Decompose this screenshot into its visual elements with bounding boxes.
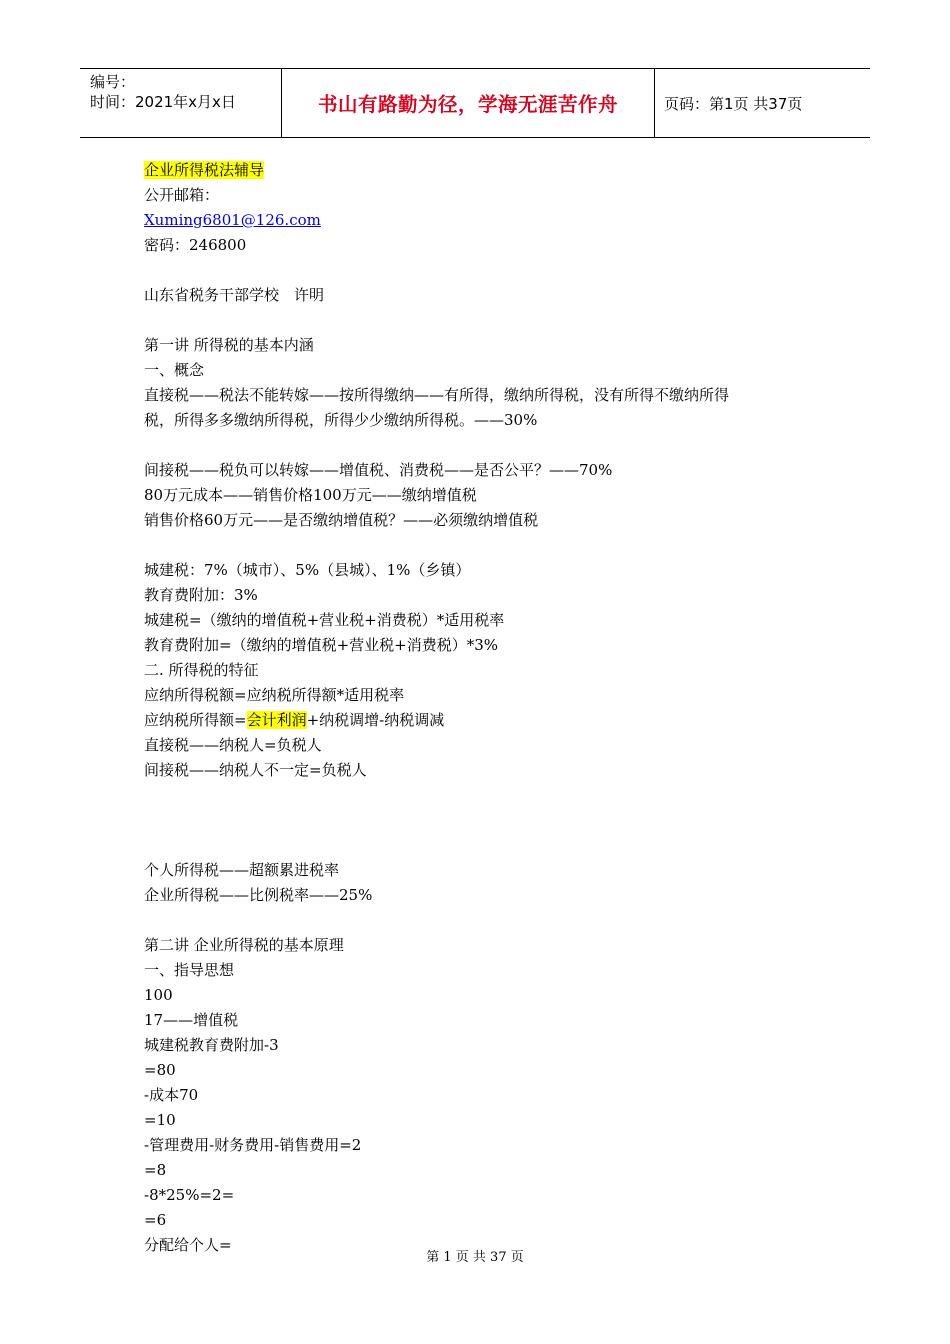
paragraph-line: 企业所得税——比例税率——25% [144,886,373,904]
page-header [80,68,870,138]
calc-line: 100 [144,986,173,1004]
paragraph-line: 教育费附加=（缴纳的增值税+营业税+消费税）*3% [144,636,499,654]
paragraph-line: 80万元成本——销售价格100万元——缴纳增值税 [144,486,477,504]
paragraph-line: 销售价格60万元——是否缴纳增值税？——必须缴纳增值税 [144,511,539,529]
formula-prefix: 应纳税所得额= [144,711,247,729]
calc-line: 分配给个人= [144,1236,232,1254]
calc-line: =80 [144,1061,176,1079]
header-page-label: 页码：第1页 共37页 [664,94,803,113]
document-title: 企业所得税法辅导 [144,161,265,179]
calc-line: -8*25%=2= [144,1186,235,1204]
section-heading: 二. 所得税的特征 [144,661,259,679]
lecture-heading: 第一讲 所得税的基本内涵 [144,336,314,354]
paragraph-line: 直接税——纳税人=负税人 [144,736,322,754]
paragraph-line: 城建税=（缴纳的增值税+营业税+消费税）*适用税率 [144,611,505,629]
time-label: 时间：2021年x月x日 [90,93,236,111]
paragraph-line: 间接税——纳税人不一定=负税人 [144,761,367,779]
paragraph-line: 税，所得多多缴纳所得税，所得少少缴纳所得税。——30% [144,411,538,429]
page-footer: 第 1 页 共 37 页 [426,1250,524,1265]
paragraph-line: 间接税——税负可以转嫁——增值税、消费税——是否公平？——70% [144,461,613,479]
section-heading: 一、概念 [144,361,205,379]
paragraph-line: 个人所得税——超额累进税率 [144,861,340,879]
paragraph-line: 应纳所得税额=应纳税所得额*适用税率 [144,686,405,704]
header-motto: 书山有路勤为径，学海无涯苦作舟 [317,93,618,116]
calc-line: =10 [144,1111,176,1129]
paragraph-line: 直接税——税法不能转嫁——按所得缴纳——有所得，缴纳所得税，没有所得不缴纳所得 [144,386,730,404]
calc-line: 城建税教育费附加-3 [144,1036,279,1054]
paragraph-line: 城建税：7%（城市）、5%（县城）、1%（乡镇） [144,561,471,579]
calc-line: 17——增值税 [144,1011,239,1029]
calc-line: -管理费用-财务费用-销售费用=2 [144,1136,362,1154]
lecture-heading: 第二讲 企业所得税的基本原理 [144,936,344,954]
header-left [90,72,236,112]
calc-line: =6 [144,1211,167,1229]
mailbox-label: 公开邮箱： [144,186,220,204]
formula-suffix: +纳税调增-纳税调减 [306,711,445,729]
author-line: 山东省税务干部学校 许明 [144,286,325,304]
document-body [144,158,824,1258]
number-label: 编号： [90,73,136,91]
paragraph-line [144,708,824,733]
section-heading: 一、指导思想 [144,961,235,979]
paragraph-line: 教育费附加：3% [144,586,258,604]
password-line: 密码：246800 [144,236,247,254]
calc-line: =8 [144,1161,167,1179]
highlight-term: 会计利润 [246,711,307,729]
email-link[interactable]: Xuming6801@126.com [144,211,321,229]
calc-line: -成本70 [144,1086,199,1104]
header-divider [654,69,655,137]
